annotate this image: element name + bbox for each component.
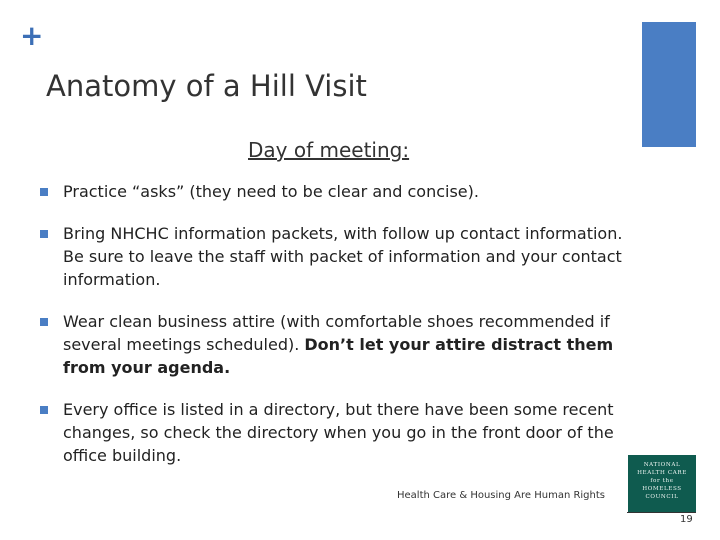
logo-line: HOMELESS: [642, 486, 682, 492]
bullet-emphasis-text: Don’t let your attire distract them from your agenda.: [63, 335, 614, 377]
bullet-item-info-packets: [40, 222, 634, 291]
bullet-square-icon: [40, 406, 48, 414]
slide-footer: Health Care & Housing Are Human Rights: [397, 490, 606, 501]
logo-line: NATIONAL: [643, 462, 681, 468]
bullet-item-business-attire: [40, 310, 634, 379]
slide-subtitle: Day of meeting:: [248, 138, 410, 162]
logo-line: COUNCIL: [645, 494, 679, 500]
page-number-divider: [627, 512, 696, 513]
logo-line: HEALTH CARE: [637, 470, 687, 476]
bullet-text: Practice “asks” (they need to be clear and concise).: [63, 182, 479, 201]
bullet-list: [40, 180, 634, 467]
page-number: 19: [680, 514, 693, 525]
bullet-item-practice-asks: [40, 180, 634, 203]
bullet-item-office-directory: [40, 398, 634, 467]
bullet-text: Every office is listed in a directory, but there have been some recent changes, so check the directory when you go in the front door of the office building.: [63, 400, 614, 465]
bullet-square-icon: [40, 188, 48, 196]
slide-title: Anatomy of a Hill Visit: [46, 69, 367, 104]
bullet-square-icon: [40, 318, 48, 326]
accent-bar: [642, 22, 696, 147]
bullet-square-icon: [40, 230, 48, 238]
logo-line: for the: [650, 478, 674, 484]
nhchc-logo: [628, 455, 696, 513]
plus-mark: +: [20, 19, 44, 52]
bullet-text: Bring NHCHC information packets, with follow up contact information. Be sure to leave the staff with packet of information and your contact information.: [63, 224, 623, 289]
bullet-text: Wear clean business attire (with comfortable shoes recommended if several meetings scheduled).: [63, 312, 610, 354]
